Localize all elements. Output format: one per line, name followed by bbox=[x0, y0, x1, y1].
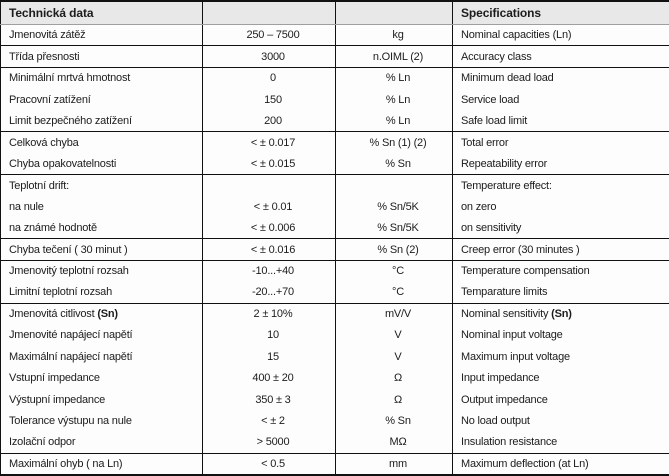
table-row bbox=[1, 303, 669, 324]
unit-cell: V bbox=[336, 346, 453, 367]
czech-label-cell: Limit bezpečného zatížení bbox=[1, 110, 203, 131]
table-row bbox=[1, 196, 669, 217]
english-label-cell: Nominal input voltage bbox=[461, 329, 563, 342]
english-label-cell: Input impedance bbox=[461, 372, 540, 385]
unit-cell bbox=[336, 175, 453, 196]
unit-cell: % Ln bbox=[336, 89, 453, 110]
english-label-cell: Temperature compensation bbox=[461, 265, 590, 278]
czech-label-cell bbox=[1, 303, 203, 324]
table-row bbox=[1, 217, 669, 238]
english-label-cell: Maximum deflection (at Ln) bbox=[461, 457, 589, 470]
value-cell: 150 bbox=[203, 89, 336, 110]
english-label-cell: on sensitivity bbox=[453, 217, 669, 238]
unit-cell: % Sn/5K bbox=[336, 196, 453, 217]
header-unit-column bbox=[336, 1, 453, 24]
czech-label-cell: Třída přesnosti bbox=[1, 46, 203, 67]
value-cell: 400 ± 20 bbox=[203, 367, 336, 388]
value-cell: 3000 bbox=[203, 46, 336, 67]
table-row bbox=[1, 132, 669, 153]
english-label-cell: Total error bbox=[461, 136, 509, 149]
unit-cell: mm bbox=[336, 453, 453, 475]
unit-cell: MΩ bbox=[336, 432, 453, 453]
table-row bbox=[1, 24, 669, 45]
header-value-column bbox=[203, 1, 336, 24]
value-cell: 250 – 7500 bbox=[203, 24, 336, 45]
value-cell: < 0.5 bbox=[203, 453, 336, 475]
table-row bbox=[1, 453, 669, 475]
header-czech-title: Technická data bbox=[1, 1, 203, 24]
value-cell: 10 bbox=[203, 325, 336, 346]
unit-cell: mV/V bbox=[336, 303, 453, 324]
value-cell: 200 bbox=[203, 110, 336, 131]
table-row bbox=[1, 153, 669, 174]
english-label-cell: Nominal capacities (Ln) bbox=[453, 24, 669, 45]
unit-cell: °C bbox=[336, 260, 453, 281]
english-label-cell: Output impedance bbox=[461, 393, 548, 406]
english-label: Nominal sensitivity bbox=[461, 308, 549, 321]
czech-label-cell: Limitní teplotní rozsah bbox=[1, 282, 203, 303]
unit-cell: % Ln bbox=[336, 67, 453, 88]
czech-label-cell: Vstupní impedance bbox=[1, 367, 203, 388]
czech-label-cell: Maximální ohyb ( na Ln) bbox=[1, 453, 203, 475]
czech-label-cell: Izolační odpor bbox=[1, 432, 203, 453]
english-label-cell: on zero bbox=[461, 200, 497, 213]
unit-cell: kg bbox=[336, 24, 453, 45]
table-row bbox=[1, 325, 669, 346]
value-cell: < ± 0.01 bbox=[203, 196, 336, 217]
czech-label-cell: Tolerance výstupu na nule bbox=[1, 410, 203, 431]
unit-cell: % Sn bbox=[336, 410, 453, 431]
czech-label-cell: Maximální napájecí napětí bbox=[1, 346, 203, 367]
unit-cell: % Sn (1) (2) bbox=[336, 132, 453, 153]
english-label-bold-suffix: (Sn) bbox=[551, 308, 572, 321]
table-row bbox=[1, 260, 669, 281]
table-row bbox=[1, 346, 669, 367]
value-cell: -20...+70 bbox=[203, 282, 336, 303]
czech-label-cell: Chyba tečení ( 30 minut ) bbox=[1, 239, 203, 260]
czech-label-cell: Jmenovitý teplotní rozsah bbox=[1, 260, 203, 281]
czech-label-cell: Chyba opakovatelnosti bbox=[1, 153, 203, 174]
english-label-cell: Minimum dead load bbox=[461, 72, 554, 85]
czech-label-bold-suffix: (Sn) bbox=[97, 308, 118, 321]
english-label-cell: Safe load limit bbox=[453, 110, 669, 131]
value-cell: < ± 2 bbox=[203, 410, 336, 431]
czech-label-cell: Jmenovitá zátěž bbox=[1, 24, 203, 45]
english-label-cell: No load output bbox=[461, 415, 530, 428]
value-cell: 0 bbox=[203, 67, 336, 88]
value-cell: < ± 0.006 bbox=[203, 217, 336, 238]
value-cell: 2 ± 10% bbox=[203, 303, 336, 324]
value-cell: < ± 0.017 bbox=[203, 132, 336, 153]
table-row bbox=[1, 110, 669, 131]
table-row bbox=[1, 389, 669, 410]
unit-cell: % Sn (2) bbox=[336, 239, 453, 260]
unit-cell: °C bbox=[336, 282, 453, 303]
czech-label-cell: Minimální mrtvá hmotnost bbox=[1, 67, 203, 88]
value-cell: < ± 0.016 bbox=[203, 239, 336, 260]
table-row bbox=[1, 410, 669, 431]
unit-cell: Ω bbox=[336, 367, 453, 388]
table-row bbox=[1, 282, 669, 303]
value-cell: 15 bbox=[203, 346, 336, 367]
english-label-cell: Insulation resistance bbox=[453, 432, 669, 453]
table-row bbox=[1, 89, 669, 110]
english-label-cell: Temparature limits bbox=[453, 282, 669, 303]
czech-label-cell: Teplotní drift: bbox=[1, 175, 203, 196]
czech-label-cell: na známé hodnotě bbox=[1, 217, 203, 238]
value-cell: -10...+40 bbox=[203, 260, 336, 281]
table-row bbox=[1, 175, 669, 196]
value-cell: > 5000 bbox=[203, 432, 336, 453]
unit-cell: % Sn/5K bbox=[336, 217, 453, 238]
unit-cell: V bbox=[336, 325, 453, 346]
english-label-cell bbox=[453, 303, 669, 324]
table-row bbox=[1, 239, 669, 260]
english-label-cell: Repeatability error bbox=[453, 153, 669, 174]
unit-cell: % Sn bbox=[336, 153, 453, 174]
czech-label-cell: Výstupní impedance bbox=[1, 389, 203, 410]
czech-label: Jmenovitá citlivost bbox=[9, 308, 95, 321]
english-label-cell: Temperature effect: bbox=[461, 179, 552, 192]
table-row bbox=[1, 432, 669, 453]
value-cell bbox=[203, 175, 336, 196]
value-cell: < ± 0.015 bbox=[203, 153, 336, 174]
table-row bbox=[1, 367, 669, 388]
unit-cell: Ω bbox=[336, 389, 453, 410]
czech-label-cell: Celková chyba bbox=[1, 132, 203, 153]
unit-cell: % Ln bbox=[336, 110, 453, 131]
czech-label-cell: Jmenovité napájecí napětí bbox=[1, 325, 203, 346]
english-label-cell: Maximum input voltage bbox=[461, 350, 570, 363]
czech-label-cell: na nule bbox=[1, 196, 203, 217]
table-row bbox=[1, 46, 669, 67]
english-label-cell: Creep error (30 minutes ) bbox=[453, 239, 669, 260]
czech-label-cell: Pracovní zatížení bbox=[1, 89, 203, 110]
value-cell: 350 ± 3 bbox=[203, 389, 336, 410]
english-label-cell: Service load bbox=[461, 93, 520, 106]
table-row bbox=[1, 67, 669, 88]
header-english-title: Specifications bbox=[453, 1, 669, 24]
table-header-row bbox=[1, 1, 669, 24]
unit-cell: n.OIML (2) bbox=[336, 46, 453, 67]
english-label-cell: Accuracy class bbox=[453, 46, 669, 67]
